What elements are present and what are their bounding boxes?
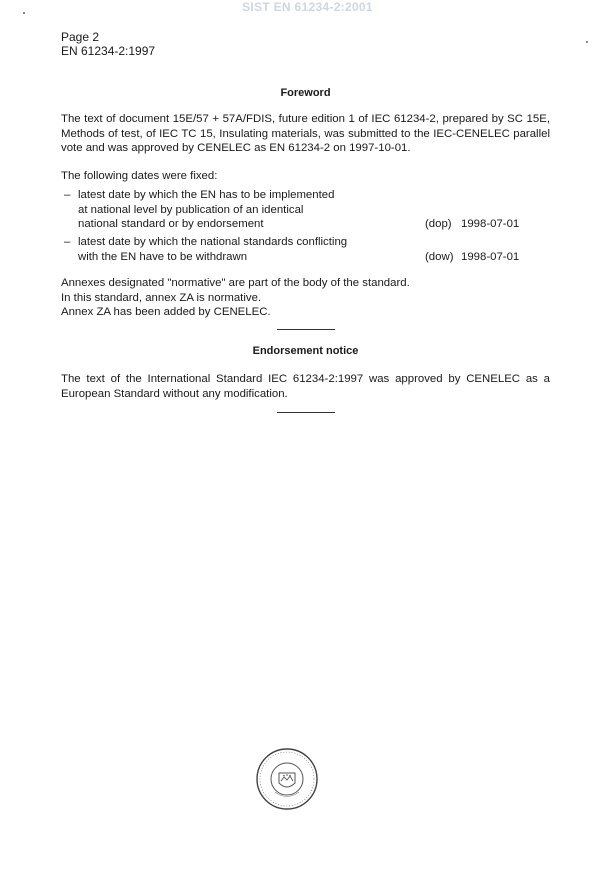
- date-abbr: (dop): [425, 218, 452, 230]
- endorsement-paragraph: The text of the International Standard IEC 61234-2:1997 was approved by CENELEC as a European Standard without any modification.: [61, 373, 550, 400]
- annex-line: In this standard, annex ZA is normative.: [61, 291, 262, 304]
- page-header: [61, 30, 155, 58]
- section-divider: [277, 329, 335, 330]
- official-seal-icon: [255, 747, 319, 811]
- foreword-paragraph: The text of document 15E/57 + 57A/FDIS, future edition 1 of IEC 61234-2, prepared by SC 15E, Methods of test, of IEC TC 15, Insulating materials, was submitted to the IEC-CENELEC parallel vote and was approved by CENELEC as EN 61234-2 on 1997-10-01.: [61, 113, 550, 155]
- dates-intro: The following dates were fixed:: [61, 170, 218, 182]
- date-item-text: [78, 188, 408, 232]
- watermark: SIST EN 61234-2:2001: [242, 0, 373, 14]
- list-bullet: –: [64, 236, 71, 248]
- date-item-line: latest date by which the EN has to be implemented: [78, 189, 335, 201]
- scan-speck: [23, 12, 25, 14]
- standard-id: EN 61234-2:1997: [61, 44, 156, 58]
- date-value: 1998-07-01: [461, 218, 520, 230]
- list-bullet: –: [64, 189, 71, 201]
- date-item-line: at national level by publication of an identical: [78, 203, 304, 216]
- annex-line: Annexes designated "normative" are part of the body of the standard.: [61, 277, 410, 289]
- foreword-title: Foreword: [280, 87, 331, 99]
- annex-notes: [61, 276, 550, 320]
- date-item-line: national standard or by endorsement: [78, 218, 264, 231]
- date-item-line: with the EN have to be withdrawn: [78, 250, 248, 263]
- date-item-line: latest date by which the national standards conflicting: [78, 236, 348, 248]
- date-item-text: [78, 235, 408, 264]
- scan-speck: [586, 41, 588, 43]
- page-label: Page 2: [61, 30, 100, 44]
- annex-line: Annex ZA has been added by CENELEC.: [61, 306, 271, 319]
- date-abbr: (dow): [425, 250, 454, 263]
- date-value: 1998-07-01: [461, 250, 520, 263]
- section-divider: [277, 412, 335, 413]
- endorsement-title: Endorsement notice: [252, 345, 359, 357]
